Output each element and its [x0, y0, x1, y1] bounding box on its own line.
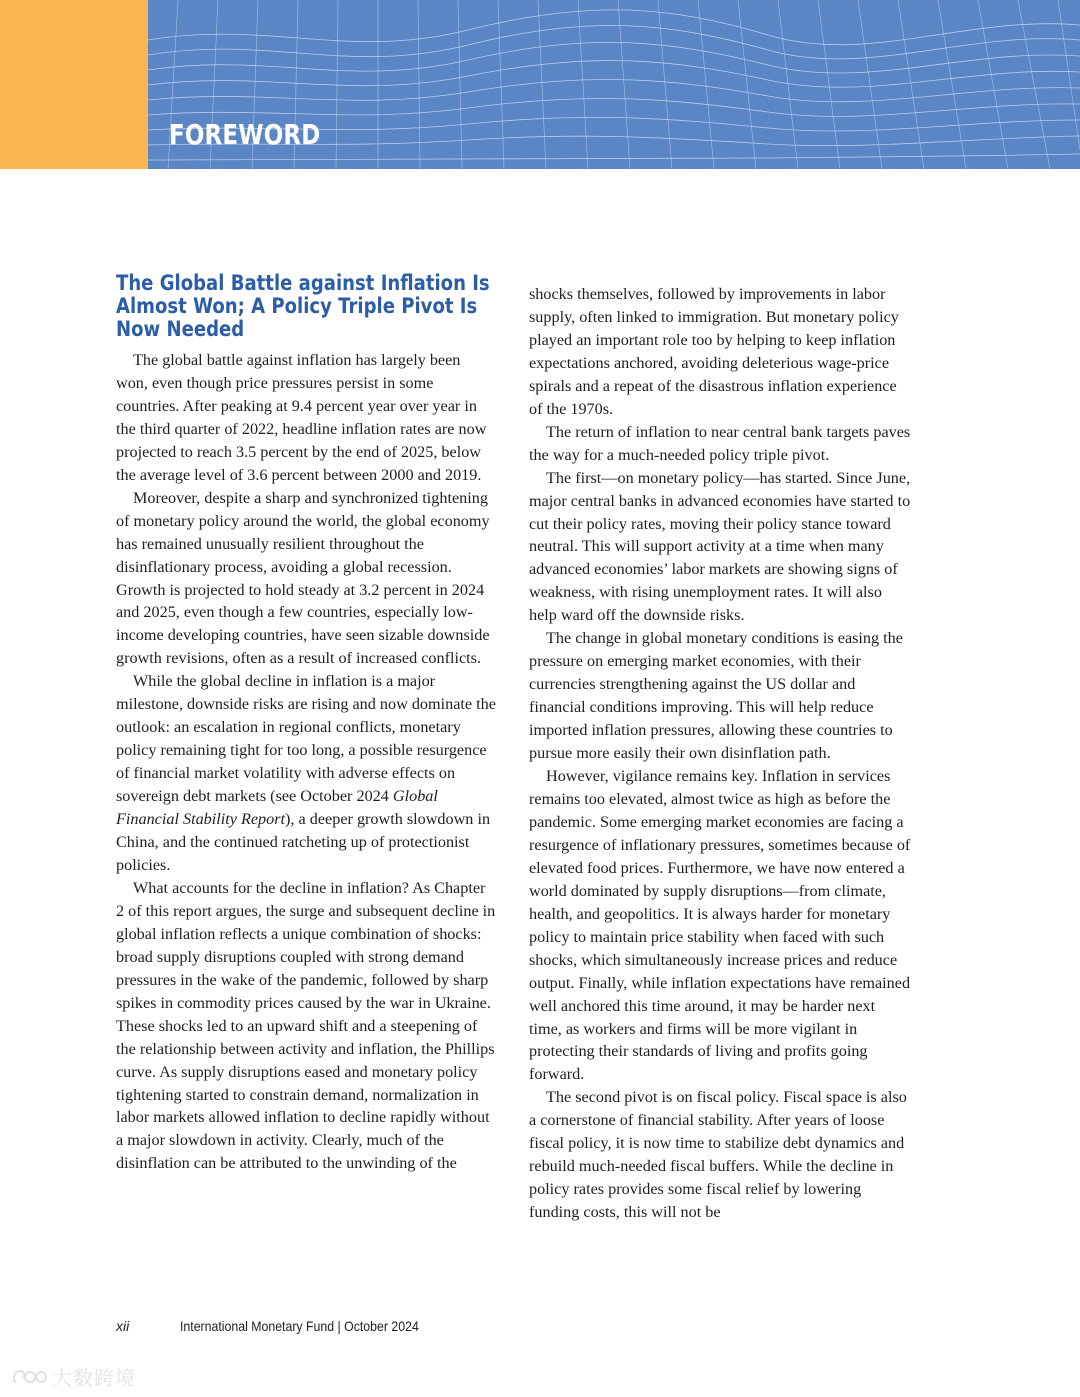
logo-icon: [10, 1365, 50, 1389]
publication-info: International Monetary Fund | October 2024: [180, 1318, 419, 1334]
left-column: [116, 272, 496, 1175]
paragraph-continuation: shocks themselves, followed by improvements in labor supply, often linked to immigration. But monetary policy played an important role too by helping to keep inflation expectations anchored, avoiding deleterious wage-price spirals and a repeat of the disastrous inflation experience of the 1970s.: [529, 285, 899, 418]
paragraph-text: While the global decline in inflation is a major milestone, downside risks are rising and now dominate the outlook: an escalation in regional conflicts, monetary policy remaining tight for too long, a possible resurgence of financial market volatility with adverse effects on sovereign debt markets (see October 2024: [116, 672, 496, 806]
section-heading: The Global Battle against Inflation Is Almost Won; A Policy Triple Pivot Is Now Needed: [116, 271, 490, 341]
paragraph: The return of inflation to near central bank targets paves the way for a much-needed policy triple pivot.: [529, 422, 911, 464]
page-title: FOREWORD: [169, 118, 321, 151]
right-column: [529, 283, 911, 1224]
watermark: [10, 1362, 136, 1391]
page-number: xii: [116, 1318, 130, 1334]
banner-orange-block: [0, 0, 148, 169]
paragraph: The change in global monetary conditions is easing the pressure on emerging market economies, with their currencies strengthening against the US dollar and financial conditions improving. This will help reduce imported inflation pressures, allowing these countries to pursue more easily their own disinflation path.: [529, 629, 903, 763]
paragraph: The global battle against inflation has largely been won, even though price pressures persist in some countries. After peaking at 9.4 percent year over year in the third quarter of 2022, headline inflation rates are now projected to reach 3.5 percent by the end of 2025, below the average level of 3.6 percent between 2000 and 2019.: [116, 351, 487, 484]
report-title: Global Financial Stability Report: [116, 787, 438, 829]
paragraph: Moreover, despite a sharp and synchronized tightening of monetary policy around the world, the global economy has remained unusually resilient throughout the disinflationary process, avoiding a global recession. Growth is projected to hold steady at 3.2 percent in 2024 and 2025, even though a few countries, especially low-income developing countries, have seen sizable downside growth revisions, often as a result of increased conflicts.: [116, 488, 490, 668]
paragraph-text: ), a deeper growth slowdown in China, and the continued ratcheting up of protectionist policies.: [116, 810, 491, 874]
paragraph: The second pivot is on fiscal policy. Fiscal space is also a cornerstone of financial stability. After years of loose fiscal policy, it is now time to stabilize debt dynamics and rebuild much-needed fiscal buffers. While the decline in policy rates provides some fiscal relief by lowering funding costs, this will not be: [529, 1088, 907, 1222]
paragraph: The first—on monetary policy—has started. Since June, major central banks in advanced economies have started to cut their policy rates, moving their policy stance toward neutral. This will support activity at a time when many advanced economies’ labor markets are showing signs of weakness, with rising unemployment rates. It will also help ward off the downside risks.: [529, 468, 911, 625]
foreword-banner: [0, 0, 1080, 169]
paragraph: What accounts for the decline in inflation? As Chapter 2 of this report argues, the surge and subsequent decline in global inflation reflects a unique combination of shocks: broad supply disruptions coupled with strong demand pressures in the wake of the pandemic, followed by sharp spikes in commodity prices caused by the war in Ukraine. These shocks led to an upward shift and a steepening of the relationship between activity and inflation, the Phillips curve. As supply disruptions eased and monetary policy tightening started to constrain demand, normalization in labor markets allowed inflation to decline rapidly without a major slowdown in activity. Clearly, much of the disinflation can be attributed to the unwinding of the: [116, 878, 496, 1173]
paragraph: [116, 670, 496, 877]
paragraph: However, vigilance remains key. Inflation in services remains too elevated, almost twice as high as before the pandemic. Some emerging market economies are facing a resurgence of inflationary pressures, sometimes because of elevated food prices. Furthermore, we have now entered a world dominated by supply disruptions—from climate, health, and geopolitics. It is always harder for monetary policy to maintain price stability when faced with such shocks, which simultaneously increase prices and reduce output. Finally, while inflation expectations have remained well anchored this time around, it may be harder next time, as workers and firms will be more vigilant in protecting their standards of living and profits going forward.: [529, 767, 911, 1084]
watermark-text: 大数跨境: [52, 1366, 136, 1390]
